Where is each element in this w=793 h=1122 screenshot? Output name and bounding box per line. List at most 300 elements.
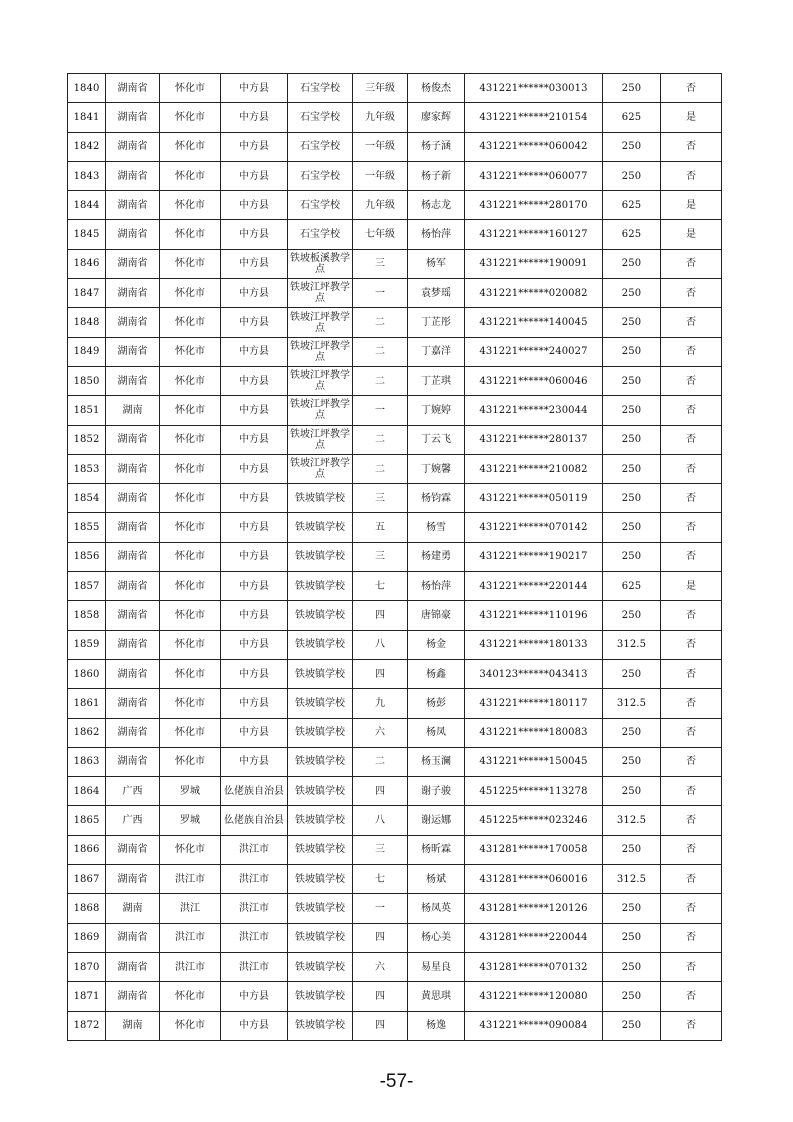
province-cell: 湖南省	[106, 279, 160, 308]
county-cell: 洪江市	[221, 894, 288, 923]
county-cell: 中方县	[221, 982, 288, 1011]
grade-cell: 二	[353, 308, 408, 337]
row-index-cell: 1844	[68, 191, 106, 220]
province-cell: 湖南省	[106, 952, 160, 981]
grade-cell: 三	[353, 249, 408, 278]
school-cell: 铁坡镇学校	[288, 542, 353, 571]
province-cell: 湖南省	[106, 747, 160, 776]
grade-cell: 八	[353, 630, 408, 659]
amount-cell: 250	[603, 308, 661, 337]
student-name-cell: 袁梦瑶	[408, 279, 465, 308]
table-row	[68, 161, 722, 190]
row-index-cell: 1871	[68, 982, 106, 1011]
student-name-cell: 唐锦豪	[408, 601, 465, 630]
school-cell: 铁坡镇学校	[288, 630, 353, 659]
city-cell: 怀化市	[160, 601, 221, 630]
flag-cell: 否	[661, 1011, 722, 1040]
row-index-cell: 1842	[68, 132, 106, 161]
school-cell: 石宝学校	[288, 161, 353, 190]
grade-cell: 三	[353, 484, 408, 513]
school-cell: 铁坡镇学校	[288, 747, 353, 776]
school-cell: 铁坡江坪教学点	[288, 454, 353, 483]
school-cell: 铁坡镇学校	[288, 923, 353, 952]
table-row	[68, 103, 722, 132]
student-name-cell: 杨金	[408, 630, 465, 659]
flag-cell: 否	[661, 689, 722, 718]
row-index-cell: 1870	[68, 952, 106, 981]
school-cell: 铁坡板溪教学点	[288, 249, 353, 278]
id-number-cell: 431221******120080	[465, 982, 603, 1011]
grade-cell: 三年级	[353, 74, 408, 103]
row-index-cell: 1858	[68, 601, 106, 630]
school-cell: 铁坡江坪教学点	[288, 337, 353, 366]
city-cell: 怀化市	[160, 630, 221, 659]
row-index-cell: 1862	[68, 718, 106, 747]
school-cell: 石宝学校	[288, 191, 353, 220]
province-cell: 湖南省	[106, 572, 160, 601]
row-index-cell: 1856	[68, 542, 106, 571]
grade-cell: 一	[353, 396, 408, 425]
province-cell: 湖南省	[106, 308, 160, 337]
flag-cell: 是	[661, 220, 722, 249]
grade-cell: 四	[353, 923, 408, 952]
flag-cell: 否	[661, 454, 722, 483]
id-number-cell: 431281******170058	[465, 835, 603, 864]
row-index-cell: 1841	[68, 103, 106, 132]
grade-cell: 四	[353, 982, 408, 1011]
province-cell: 湖南省	[106, 689, 160, 718]
flag-cell: 否	[661, 630, 722, 659]
province-cell: 湖南省	[106, 923, 160, 952]
amount-cell: 250	[603, 894, 661, 923]
city-cell: 洪江市	[160, 952, 221, 981]
county-cell: 中方县	[221, 454, 288, 483]
row-index-cell: 1845	[68, 220, 106, 249]
province-cell: 湖南省	[106, 542, 160, 571]
id-number-cell: 431221******240027	[465, 337, 603, 366]
id-number-cell: 431221******060042	[465, 132, 603, 161]
school-cell: 铁坡江坪教学点	[288, 366, 353, 395]
table-row	[68, 337, 722, 366]
grade-cell: 一	[353, 894, 408, 923]
city-cell: 洪江	[160, 894, 221, 923]
id-number-cell: 431221******150045	[465, 747, 603, 776]
county-cell: 洪江市	[221, 865, 288, 894]
school-cell: 铁坡镇学校	[288, 835, 353, 864]
table-row	[68, 308, 722, 337]
flag-cell: 否	[661, 396, 722, 425]
table-row	[68, 952, 722, 981]
amount-cell: 250	[603, 747, 661, 776]
flag-cell: 否	[661, 308, 722, 337]
county-cell: 中方县	[221, 366, 288, 395]
county-cell: 中方县	[221, 1011, 288, 1040]
row-index-cell: 1846	[68, 249, 106, 278]
amount-cell: 250	[603, 659, 661, 688]
school-cell: 石宝学校	[288, 220, 353, 249]
table-body	[68, 74, 722, 1041]
flag-cell: 否	[661, 806, 722, 835]
province-cell: 湖南省	[106, 103, 160, 132]
id-number-cell: 431221******060046	[465, 366, 603, 395]
grade-cell: 二	[353, 454, 408, 483]
id-number-cell: 431221******230044	[465, 396, 603, 425]
amount-cell: 250	[603, 923, 661, 952]
school-cell: 铁坡镇学校	[288, 1011, 353, 1040]
school-cell: 铁坡镇学校	[288, 659, 353, 688]
flag-cell: 是	[661, 572, 722, 601]
county-cell: 中方县	[221, 249, 288, 278]
table-row	[68, 865, 722, 894]
city-cell: 怀化市	[160, 308, 221, 337]
city-cell: 怀化市	[160, 396, 221, 425]
county-cell: 中方县	[221, 659, 288, 688]
flag-cell: 否	[661, 161, 722, 190]
flag-cell: 否	[661, 279, 722, 308]
grade-cell: 四	[353, 1011, 408, 1040]
amount-cell: 250	[603, 425, 661, 454]
table-row	[68, 659, 722, 688]
county-cell: 仫佬族自治县	[221, 777, 288, 806]
row-index-cell: 1840	[68, 74, 106, 103]
grade-cell: 四	[353, 601, 408, 630]
table-row	[68, 249, 722, 278]
city-cell: 怀化市	[160, 191, 221, 220]
flag-cell: 是	[661, 191, 722, 220]
row-index-cell: 1857	[68, 572, 106, 601]
row-index-cell: 1848	[68, 308, 106, 337]
province-cell: 广西	[106, 777, 160, 806]
table-row	[68, 982, 722, 1011]
city-cell: 罗城	[160, 806, 221, 835]
student-name-cell: 丁芷琪	[408, 366, 465, 395]
county-cell: 中方县	[221, 161, 288, 190]
county-cell: 中方县	[221, 425, 288, 454]
city-cell: 怀化市	[160, 74, 221, 103]
city-cell: 怀化市	[160, 689, 221, 718]
grade-cell: 九	[353, 689, 408, 718]
row-index-cell: 1859	[68, 630, 106, 659]
province-cell: 湖南省	[106, 191, 160, 220]
row-index-cell: 1852	[68, 425, 106, 454]
id-number-cell: 431221******030013	[465, 74, 603, 103]
province-cell: 湖南省	[106, 659, 160, 688]
student-name-cell: 丁芷彤	[408, 308, 465, 337]
province-cell: 湖南省	[106, 835, 160, 864]
table-row	[68, 630, 722, 659]
row-index-cell: 1849	[68, 337, 106, 366]
flag-cell: 否	[661, 542, 722, 571]
school-cell: 铁坡镇学校	[288, 484, 353, 513]
province-cell: 湖南省	[106, 982, 160, 1011]
province-cell: 湖南省	[106, 337, 160, 366]
id-number-cell: 431221******070142	[465, 513, 603, 542]
grade-cell: 八	[353, 806, 408, 835]
school-cell: 铁坡江坪教学点	[288, 425, 353, 454]
amount-cell: 250	[603, 396, 661, 425]
grade-cell: 二	[353, 366, 408, 395]
student-name-cell: 杨子新	[408, 161, 465, 190]
amount-cell: 625	[603, 191, 661, 220]
province-cell: 湖南省	[106, 454, 160, 483]
school-cell: 铁坡镇学校	[288, 513, 353, 542]
grade-cell: 七	[353, 572, 408, 601]
student-name-cell: 丁云飞	[408, 425, 465, 454]
city-cell: 怀化市	[160, 659, 221, 688]
grade-cell: 三	[353, 835, 408, 864]
flag-cell: 否	[661, 718, 722, 747]
province-cell: 湖南省	[106, 366, 160, 395]
amount-cell: 250	[603, 1011, 661, 1040]
table-row	[68, 132, 722, 161]
school-cell: 铁坡镇学校	[288, 572, 353, 601]
city-cell: 怀化市	[160, 982, 221, 1011]
grade-cell: 二	[353, 747, 408, 776]
grade-cell: 一年级	[353, 161, 408, 190]
school-cell: 铁坡江坪教学点	[288, 396, 353, 425]
flag-cell: 否	[661, 425, 722, 454]
id-number-cell: 431221******220144	[465, 572, 603, 601]
id-number-cell: 431221******280137	[465, 425, 603, 454]
city-cell: 怀化市	[160, 747, 221, 776]
amount-cell: 250	[603, 835, 661, 864]
student-name-cell: 廖家辉	[408, 103, 465, 132]
student-name-cell: 丁婉婷	[408, 396, 465, 425]
table-row	[68, 806, 722, 835]
county-cell: 中方县	[221, 484, 288, 513]
student-name-cell: 杨凤英	[408, 894, 465, 923]
amount-cell: 312.5	[603, 630, 661, 659]
id-number-cell: 431221******190091	[465, 249, 603, 278]
province-cell: 湖南省	[106, 132, 160, 161]
table-row	[68, 191, 722, 220]
flag-cell: 否	[661, 484, 722, 513]
city-cell: 怀化市	[160, 542, 221, 571]
student-name-cell: 杨心美	[408, 923, 465, 952]
school-cell: 铁坡镇学校	[288, 777, 353, 806]
student-name-cell: 杨俊杰	[408, 74, 465, 103]
city-cell: 怀化市	[160, 132, 221, 161]
student-name-cell: 谢子骏	[408, 777, 465, 806]
grade-cell: 二	[353, 425, 408, 454]
table-row	[68, 572, 722, 601]
student-table	[67, 73, 722, 1041]
table-row	[68, 777, 722, 806]
province-cell: 湖南省	[106, 220, 160, 249]
student-name-cell: 杨凤	[408, 718, 465, 747]
id-number-cell: 431281******070132	[465, 952, 603, 981]
table-row	[68, 1011, 722, 1040]
amount-cell: 625	[603, 103, 661, 132]
city-cell: 怀化市	[160, 279, 221, 308]
grade-cell: 九年级	[353, 103, 408, 132]
table-row	[68, 894, 722, 923]
school-cell: 铁坡镇学校	[288, 718, 353, 747]
flag-cell: 否	[661, 894, 722, 923]
city-cell: 怀化市	[160, 718, 221, 747]
amount-cell: 250	[603, 542, 661, 571]
city-cell: 怀化市	[160, 220, 221, 249]
city-cell: 怀化市	[160, 572, 221, 601]
city-cell: 怀化市	[160, 161, 221, 190]
school-cell: 铁坡镇学校	[288, 894, 353, 923]
amount-cell: 250	[603, 249, 661, 278]
id-number-cell: 431281******060016	[465, 865, 603, 894]
id-number-cell: 431221******180083	[465, 718, 603, 747]
school-cell: 石宝学校	[288, 74, 353, 103]
student-name-cell: 杨子涵	[408, 132, 465, 161]
flag-cell: 是	[661, 103, 722, 132]
row-index-cell: 1861	[68, 689, 106, 718]
county-cell: 中方县	[221, 74, 288, 103]
school-cell: 铁坡镇学校	[288, 865, 353, 894]
flag-cell: 否	[661, 337, 722, 366]
county-cell: 中方县	[221, 220, 288, 249]
school-cell: 铁坡镇学校	[288, 806, 353, 835]
province-cell: 湖南省	[106, 484, 160, 513]
amount-cell: 312.5	[603, 865, 661, 894]
province-cell: 湖南省	[106, 865, 160, 894]
county-cell: 中方县	[221, 337, 288, 366]
student-name-cell: 杨军	[408, 249, 465, 278]
county-cell: 中方县	[221, 191, 288, 220]
grade-cell: 三	[353, 542, 408, 571]
table-row	[68, 718, 722, 747]
county-cell: 中方县	[221, 572, 288, 601]
table-row	[68, 279, 722, 308]
amount-cell: 250	[603, 952, 661, 981]
flag-cell: 否	[661, 366, 722, 395]
city-cell: 怀化市	[160, 337, 221, 366]
id-number-cell: 431221******180117	[465, 689, 603, 718]
table-row	[68, 542, 722, 571]
row-index-cell: 1850	[68, 366, 106, 395]
county-cell: 仫佬族自治县	[221, 806, 288, 835]
grade-cell: 一年级	[353, 132, 408, 161]
table-row	[68, 366, 722, 395]
county-cell: 中方县	[221, 630, 288, 659]
grade-cell: 四	[353, 777, 408, 806]
county-cell: 中方县	[221, 279, 288, 308]
table-row	[68, 601, 722, 630]
row-index-cell: 1863	[68, 747, 106, 776]
student-name-cell: 杨昕霖	[408, 835, 465, 864]
county-cell: 洪江市	[221, 923, 288, 952]
school-cell: 铁坡镇学校	[288, 952, 353, 981]
id-number-cell: 431221******050119	[465, 484, 603, 513]
student-name-cell: 杨斌	[408, 865, 465, 894]
grade-cell: 一	[353, 279, 408, 308]
school-cell: 铁坡江坪教学点	[288, 308, 353, 337]
city-cell: 罗城	[160, 777, 221, 806]
amount-cell: 250	[603, 718, 661, 747]
amount-cell: 250	[603, 74, 661, 103]
grade-cell: 六	[353, 952, 408, 981]
row-index-cell: 1843	[68, 161, 106, 190]
city-cell: 怀化市	[160, 835, 221, 864]
student-name-cell: 谢运娜	[408, 806, 465, 835]
county-cell: 中方县	[221, 132, 288, 161]
flag-cell: 否	[661, 865, 722, 894]
id-number-cell: 431281******220044	[465, 923, 603, 952]
province-cell: 湖南省	[106, 601, 160, 630]
city-cell: 怀化市	[160, 513, 221, 542]
grade-cell: 二	[353, 337, 408, 366]
city-cell: 怀化市	[160, 103, 221, 132]
row-index-cell: 1864	[68, 777, 106, 806]
table-row	[68, 689, 722, 718]
amount-cell: 250	[603, 982, 661, 1011]
county-cell: 中方县	[221, 308, 288, 337]
student-name-cell: 黄思琪	[408, 982, 465, 1011]
row-index-cell: 1853	[68, 454, 106, 483]
row-index-cell: 1865	[68, 806, 106, 835]
county-cell: 洪江市	[221, 835, 288, 864]
row-index-cell: 1854	[68, 484, 106, 513]
row-index-cell: 1855	[68, 513, 106, 542]
grade-cell: 九年级	[353, 191, 408, 220]
student-name-cell: 易星良	[408, 952, 465, 981]
amount-cell: 250	[603, 366, 661, 395]
student-name-cell: 杨鑫	[408, 659, 465, 688]
id-number-cell: 451225******023246	[465, 806, 603, 835]
county-cell: 中方县	[221, 601, 288, 630]
city-cell: 怀化市	[160, 1011, 221, 1040]
table-row	[68, 747, 722, 776]
county-cell: 中方县	[221, 513, 288, 542]
province-cell: 湖南	[106, 894, 160, 923]
student-name-cell: 丁婉馨	[408, 454, 465, 483]
flag-cell: 否	[661, 659, 722, 688]
amount-cell: 250	[603, 279, 661, 308]
flag-cell: 否	[661, 982, 722, 1011]
table-row	[68, 454, 722, 483]
flag-cell: 否	[661, 777, 722, 806]
province-cell: 湖南省	[106, 425, 160, 454]
grade-cell: 五	[353, 513, 408, 542]
table-row	[68, 74, 722, 103]
table-row	[68, 220, 722, 249]
amount-cell: 250	[603, 601, 661, 630]
student-name-cell: 丁嘉洋	[408, 337, 465, 366]
city-cell: 洪江市	[160, 865, 221, 894]
flag-cell: 否	[661, 249, 722, 278]
id-number-cell: 431221******210154	[465, 103, 603, 132]
table-row	[68, 923, 722, 952]
table-row	[68, 513, 722, 542]
student-name-cell: 杨玉澜	[408, 747, 465, 776]
id-number-cell: 431221******280170	[465, 191, 603, 220]
county-cell: 中方县	[221, 747, 288, 776]
id-number-cell: 431221******160127	[465, 220, 603, 249]
school-cell: 铁坡镇学校	[288, 982, 353, 1011]
table-row	[68, 835, 722, 864]
flag-cell: 否	[661, 74, 722, 103]
id-number-cell: 431221******190217	[465, 542, 603, 571]
id-number-cell: 431221******020082	[465, 279, 603, 308]
county-cell: 中方县	[221, 103, 288, 132]
amount-cell: 250	[603, 337, 661, 366]
id-number-cell: 431221******110196	[465, 601, 603, 630]
table-row	[68, 425, 722, 454]
amount-cell: 312.5	[603, 806, 661, 835]
amount-cell: 250	[603, 513, 661, 542]
province-cell: 湖南省	[106, 630, 160, 659]
row-index-cell: 1860	[68, 659, 106, 688]
city-cell: 怀化市	[160, 484, 221, 513]
flag-cell: 否	[661, 923, 722, 952]
school-cell: 石宝学校	[288, 103, 353, 132]
